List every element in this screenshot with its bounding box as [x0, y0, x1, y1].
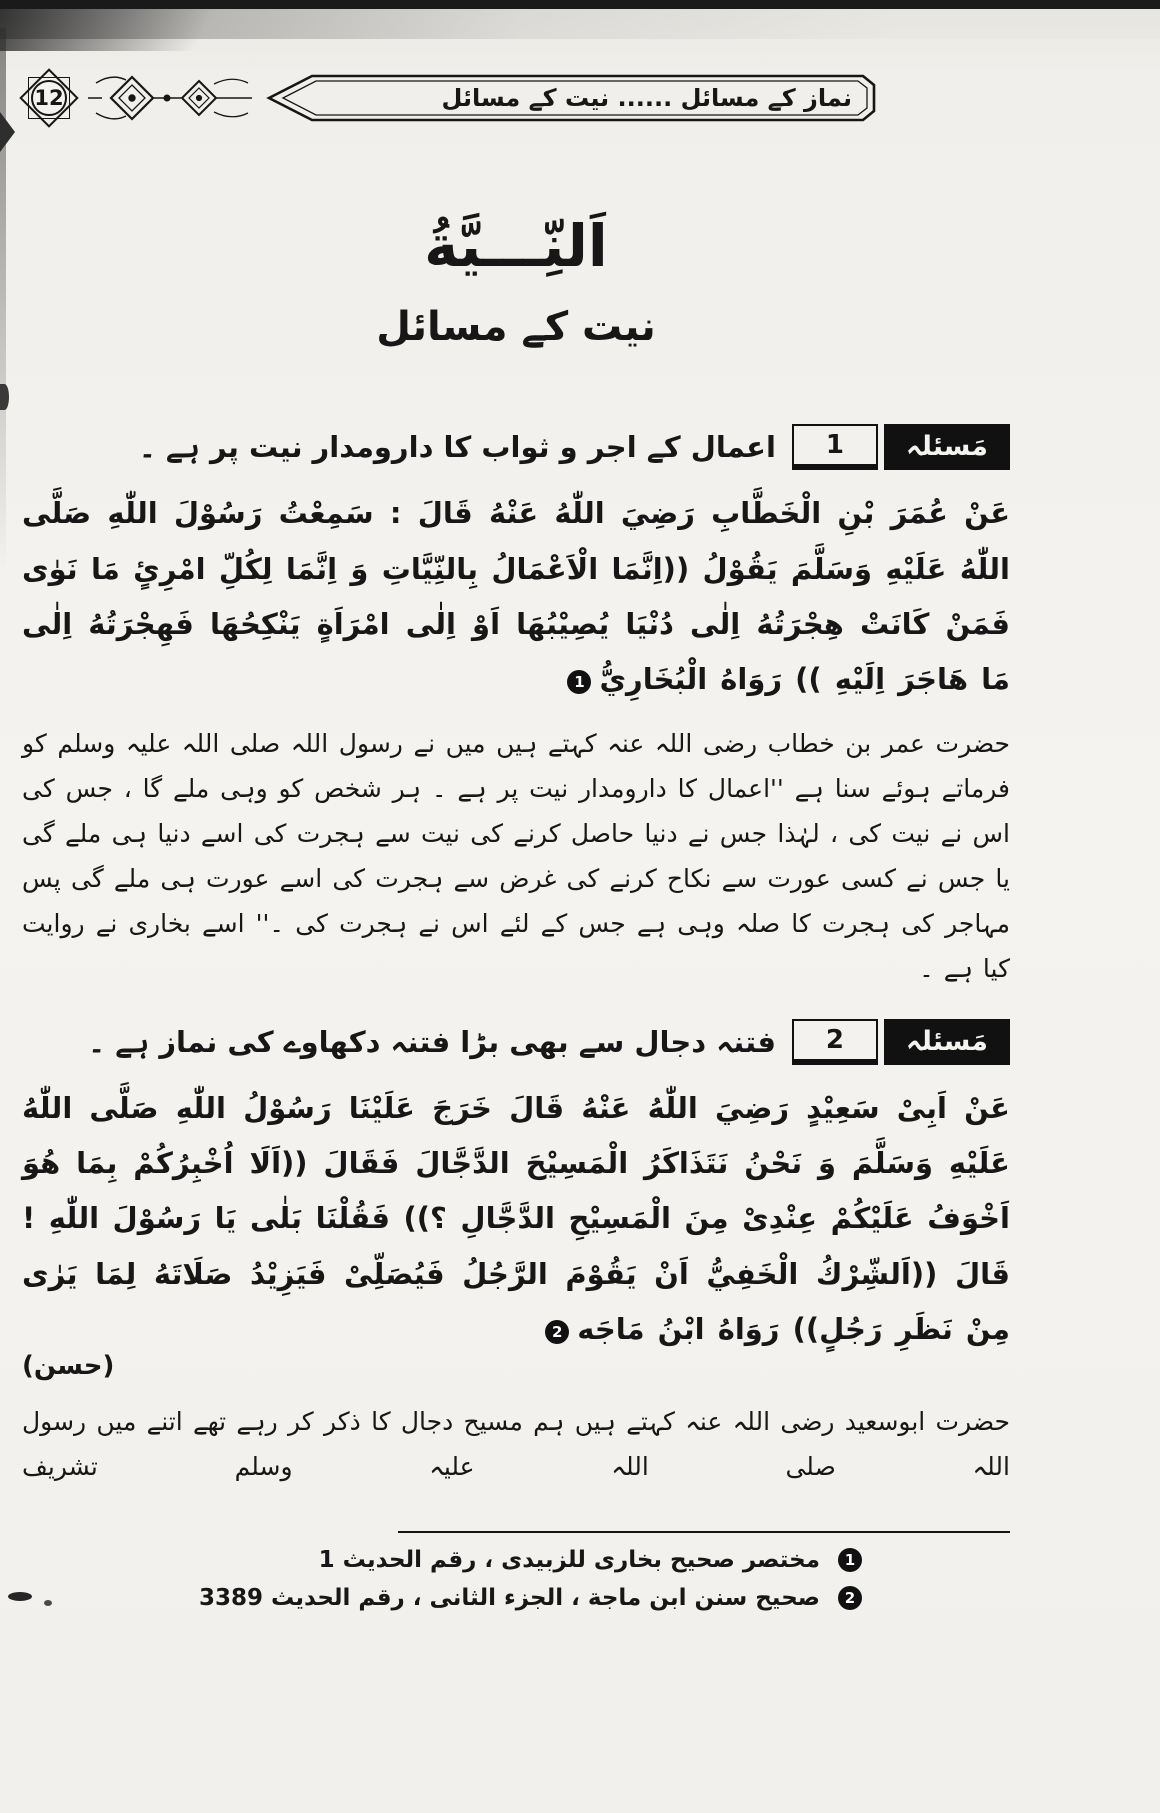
- scan-ink-mark: [0, 112, 15, 152]
- scan-ink-mark: [0, 384, 9, 410]
- masala-number: 1: [792, 424, 878, 470]
- footnote-row: [22, 1585, 870, 1611]
- footnote-marker-icon: 2: [838, 1586, 862, 1610]
- hadith-grade: (حسن): [22, 1350, 115, 1381]
- masala-heading: فتنہ دجال سے بھی بڑا فتنہ دکھاوے کی نماز ہے ۔: [88, 1024, 776, 1059]
- masala-label: مَسئلہ: [884, 424, 1010, 470]
- masala-label-group: [792, 424, 1010, 470]
- scan-gutter-shadow: [0, 28, 6, 568]
- masala-heading-row: [22, 424, 1010, 470]
- masala-heading-row: [22, 1019, 1010, 1065]
- hadith-arabic-text: [22, 486, 1010, 706]
- masala-label: مَسئلہ: [884, 1019, 1010, 1065]
- hadith-urdu-translation: حضرت عمر بن خطاب رضی اللہ عنہ کہتے ہیں میں نے رسول اللہ صلی اللہ علیہ وسلم کو فرماتے ہوئے سنا ہے ''اعمال کا دارومدار نیت پر ہے ۔ ہر شخص کو وہی ملے گا ، جس کی اس نے نیت کی ، لہٰذا جس نے دنیا حاصل کرنے کی نیت سے ہجرت کی اسے دنیا ہی ملے گی یا جس نے کسی عورت سے نکاح کرنے کی غرض سے ہجرت کی اسے عورت ہی ملے گی پس مہاجر کی ہجرت کا صلہ وہی ہے جس کے لئے اس نے ہجرت کی ۔'' اسے بخاری نے روایت کیا ہے ۔: [22, 728, 1010, 983]
- chapter-title-arabic: اَلنِّـــيَّةُ: [424, 212, 608, 280]
- chapter-title-urdu: نیت کے مسائل: [376, 304, 656, 350]
- masala-section-2: [22, 1019, 1010, 1489]
- footnotes-block: [22, 1547, 1010, 1611]
- hadith-arabic-text: [22, 1081, 1010, 1356]
- masala-section-1: [22, 424, 1010, 991]
- footnote-divider: [398, 1531, 1010, 1533]
- hadith-urdu-translation: حضرت ابوسعید رضی اللہ عنہ کہتے ہیں ہم مسیح دجال کا ذکر کر رہے تھے اتنے میں رسول اللہ صلی اللہ علیہ وسلم تشریف: [22, 1406, 1010, 1481]
- hadith-text: عَنْ اَبِىْ سَعِيْدٍ رَضِيَ اللّٰهُ عَنْهُ قَالَ خَرَجَ عَلَيْنَا رَسُوْلُ اللّٰهِ صَلَّى اللّٰهُ عَلَيْهِ وَسَلَّمَ وَ نَحْنُ نَتَذَاكَرُ الْمَسِيْحَ الدَّجَّالَ فَقَالَ ((اَلَا اُخْبِرُكُمْ بِمَا هُوَ اَخْوَفُ عَلَيْكُمْ عِنْدِىْ مِنَ الْمَسِيْحِ الدَّجَّالِ ؟)) فَقُلْنَا بَلٰى يَا رَسُوْلَ اللّٰهِ ! قَالَ ((اَلشِّرْكُ الْخَفِيُّ اَنْ يَقُوْمَ الرَّجُلُ فَيُصَلِّىْ فَيَزِيْدُ صَلَاتَهُ لِمَا يَرٰى مِنْ نَظَرِ رَجُلٍ)) رَوَاهُ ابْنُ مَاجَه: [22, 1091, 1010, 1346]
- footnote-marker-icon: 2: [545, 1320, 569, 1344]
- hadith-text: عَنْ عُمَرَ بْنِ الْخَطَّابِ رَضِيَ اللّٰهُ عَنْهُ قَالَ : سَمِعْتُ رَسُوْلَ اللّٰهِ صَلَّى اللّٰهُ عَلَيْهِ وَسَلَّمَ يَقُوْلُ ((اِنَّمَا الْاَعْمَالُ بِالنِّيَّاتِ وَ اِنَّمَا لِكُلِّ امْرِئٍ مَا نَوٰى فَمَنْ كَانَتْ هِجْرَتُهُ اِلٰى دُنْيَا يُصِيْبُهَا اَوْ اِلٰى امْرَاَةٍ يَنْكِحُهَا فَهِجْرَتُهُ اِلٰى مَا هَاجَرَ اِلَيْهِ )) رَوَاهُ الْبُخَارِيُّ: [22, 496, 1010, 696]
- footnote-text: صحیح سنن ابن ماجة ، الجزء الثانی ، رقم الحدیث 3389: [199, 1584, 820, 1611]
- footnote-text: مختصر صحیح بخاری للزبیدی ، رقم الحدیث 1: [318, 1546, 820, 1573]
- footnote-row: [22, 1547, 870, 1573]
- page-content: [22, 0, 1010, 1611]
- header-title: نماز کے مسائل ...... نیت کے مسائل: [441, 84, 852, 112]
- footnote-marker-icon: 1: [567, 670, 591, 694]
- masala-label-group: [792, 1019, 1010, 1065]
- masala-number: 2: [792, 1019, 878, 1065]
- footnote-marker-icon: 1: [838, 1548, 862, 1572]
- page-number: 12: [34, 86, 64, 110]
- masala-heading: اعمال کے اجر و ثواب کا دارومدار نیت پر ہے ۔: [138, 429, 776, 464]
